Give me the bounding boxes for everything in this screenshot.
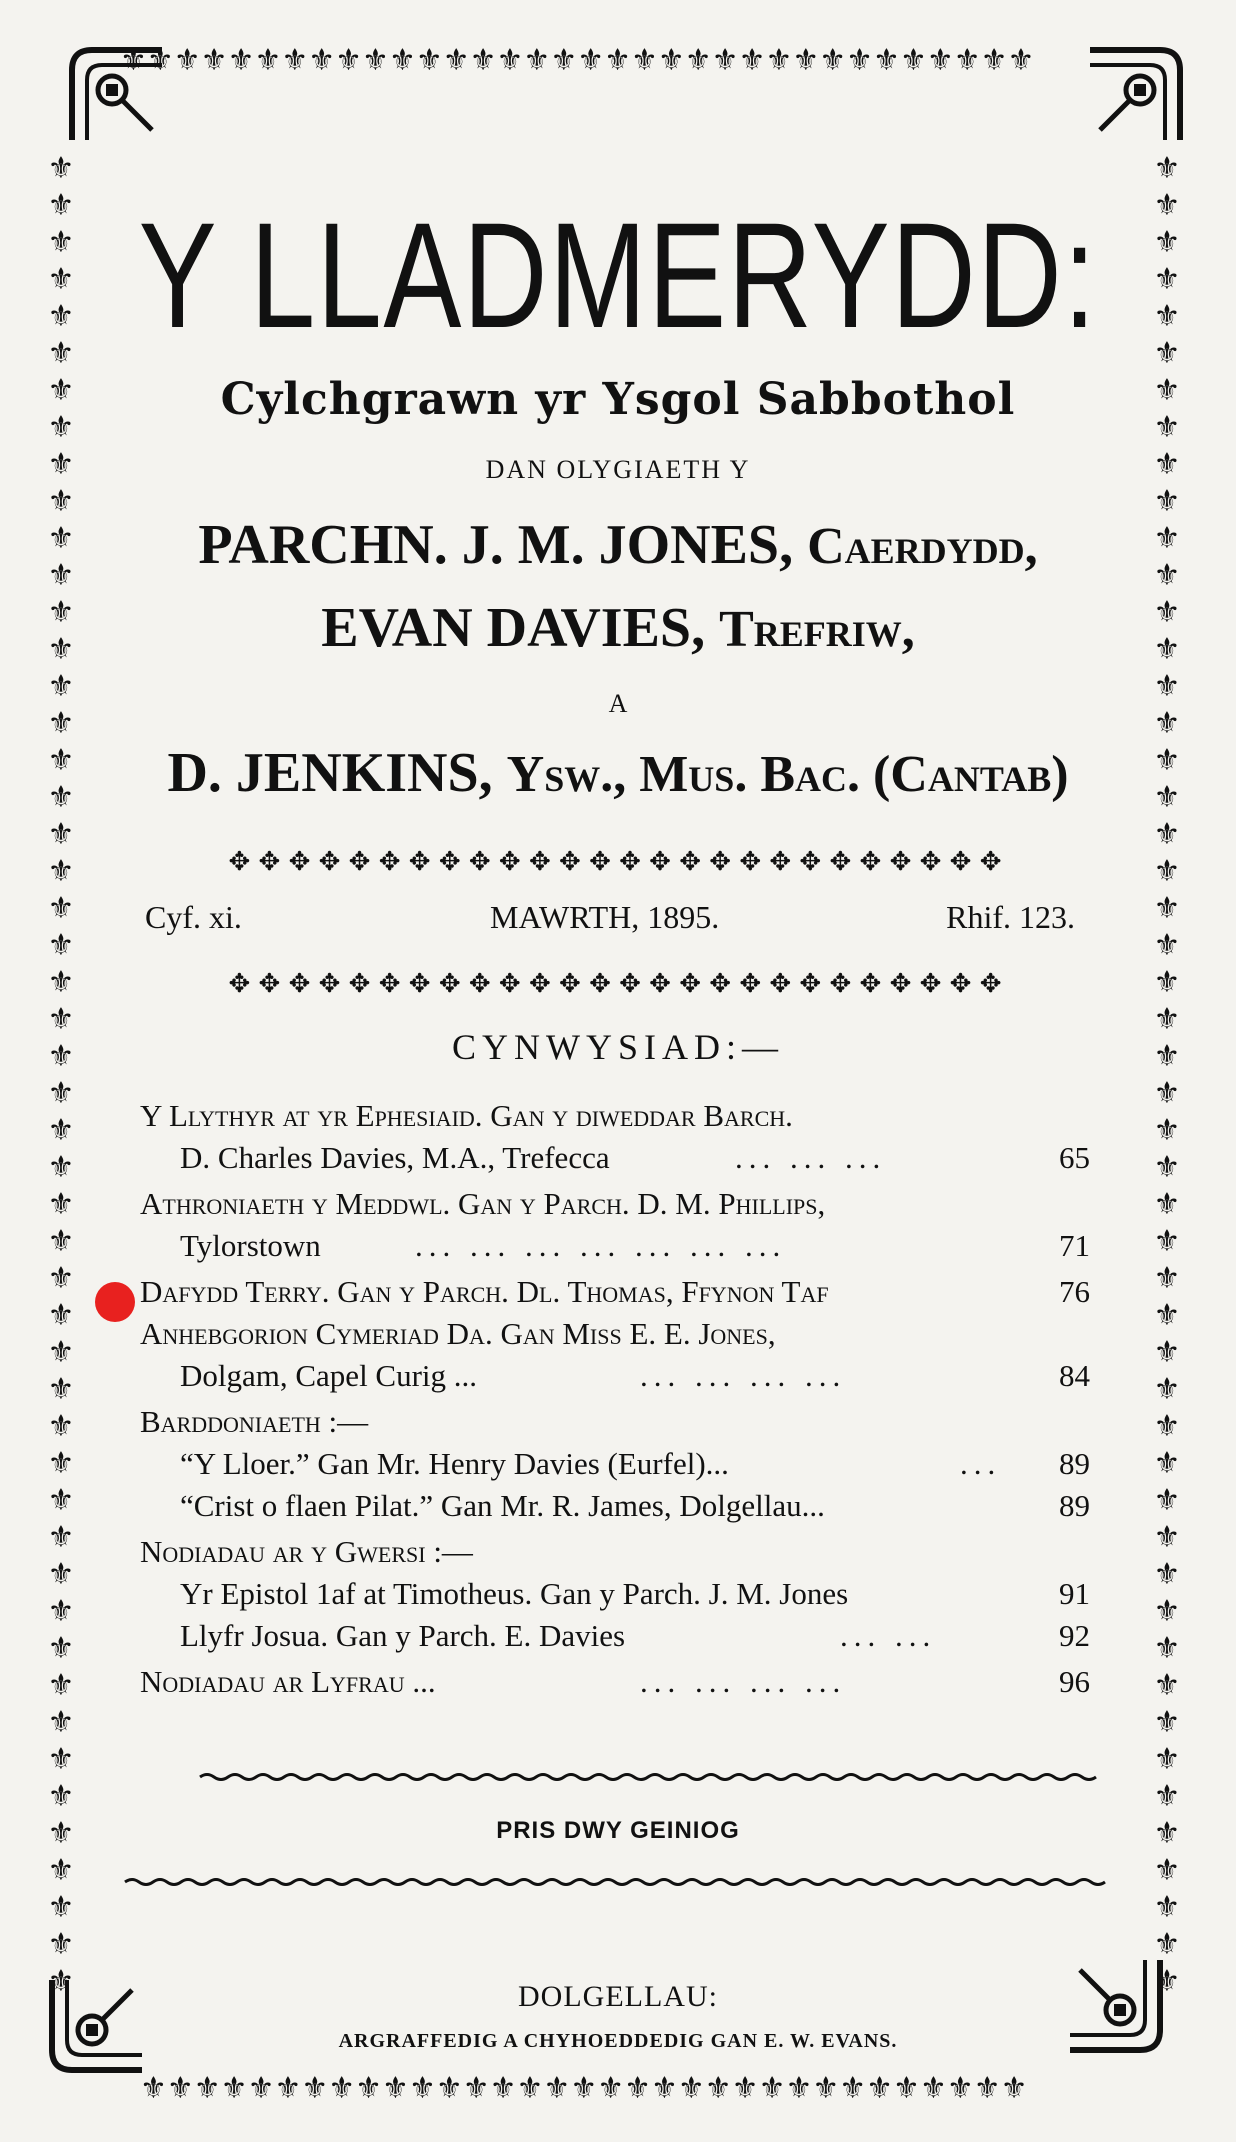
page-number: 71 [1059, 1228, 1090, 1263]
editor2-place: Trefriw, [719, 601, 915, 658]
toc-line: Llyfr Josua. Gan y Parch. E. Davies ... ... 92 [140, 1615, 1090, 1657]
magazine-subtitle: Cylchgrawn yr Ysgol Sabbothol [220, 374, 1016, 425]
page-number: 96 [1059, 1664, 1090, 1699]
red-dot-marker [95, 1282, 135, 1322]
editor3-name: D. JENKINS, [167, 742, 493, 804]
conjunction: A [608, 689, 628, 718]
page-number: 84 [1059, 1358, 1090, 1393]
publication-place: DOLGELLAU: [518, 1980, 718, 2013]
toc-line: Y Llythyr at yr Ephesiaid. Gan y diweddar Barch. [140, 1098, 793, 1133]
contents-heading: CYNWYSIAD:— [452, 1027, 784, 1067]
toc-line: D. Charles Davies, M.A., Trefecca ... ... ... 65 [140, 1137, 1090, 1179]
toc-line: Tylorstown ... ... ... ... ... ... ... 71 [140, 1225, 1090, 1267]
border-right-ornament: ⚜⚜⚜⚜⚜⚜⚜⚜⚜⚜⚜⚜⚜⚜⚜⚜⚜⚜⚜⚜⚜⚜⚜⚜⚜⚜⚜⚜⚜⚜⚜⚜⚜⚜⚜⚜⚜⚜⚜⚜⚜⚜⚜⚜⚜⚜⚜⚜⚜⚜ [1153, 151, 1181, 1999]
page-number: 92 [1059, 1618, 1090, 1653]
contents-list [140, 1095, 1090, 1703]
editor3-rest: Ysw., Mus. Bac. (Cantab) [506, 746, 1069, 803]
toc-line: Nodiadau ar y Gwersi :— [140, 1534, 473, 1569]
page-number: 65 [1059, 1140, 1090, 1175]
issue-info-row [140, 892, 1080, 942]
toc-line: Anhebgorion Cymeriad Da. Gan Miss E. E. Jones, [140, 1316, 776, 1351]
border-top-ornament: ⚜⚜⚜⚜⚜⚜⚜⚜⚜⚜⚜⚜⚜⚜⚜⚜⚜⚜⚜⚜⚜⚜⚜⚜⚜⚜⚜⚜⚜⚜⚜⚜⚜⚜ [120, 44, 1035, 78]
page-number: 89 [1059, 1488, 1090, 1523]
border-left-ornament: ⚜⚜⚜⚜⚜⚜⚜⚜⚜⚜⚜⚜⚜⚜⚜⚜⚜⚜⚜⚜⚜⚜⚜⚜⚜⚜⚜⚜⚜⚜⚜⚜⚜⚜⚜⚜⚜⚜⚜⚜⚜⚜⚜⚜⚜⚜⚜⚜⚜⚜ [47, 151, 75, 1999]
issue-date: MAWRTH, 1895. [490, 899, 720, 935]
toc-line: Dafydd Terry. Gan y Parch. Dl. Thomas, Ffynon Taf 76 [140, 1271, 1090, 1313]
toc-line: Nodiadau ar Lyfrau ... ... ... ... ... 96 [140, 1661, 1090, 1703]
page-number: 91 [1059, 1576, 1090, 1611]
editor-line-1 [0, 510, 1236, 582]
toc-line: “Y Lloer.” Gan Mr. Henry Davies (Eurfel)... ... 89 [140, 1443, 1090, 1485]
editor-line-2 [0, 593, 1236, 665]
corner-flourish-top-right [1080, 40, 1190, 150]
printer-line: ARGRAFFEDIG A CHYHOEDDEDIG GAN E. W. EVANS. [338, 2030, 898, 2052]
toc-line: Yr Epistol 1af at Timotheus. Gan y Parch. J. M. Jones 91 [140, 1573, 1090, 1615]
toc-line: Athroniaeth y Meddwl. Gan y Parch. D. M. Phillips, [140, 1186, 826, 1221]
magazine-title: Y LLADMERYDD: [138, 191, 1098, 359]
ornamental-divider-top: ✥ ✥ ✥ ✥ ✥ ✥ ✥ ✥ ✥ ✥ ✥ ✥ ✥ ✥ ✥ ✥ ✥ ✥ ✥ ✥ ✥ ✥ ✥ ✥ ✥ ✥ [228, 847, 1002, 877]
toc-line: Dolgam, Capel Curig ... ... ... ... ... 84 [140, 1355, 1090, 1397]
toc-line: “Crist o flaen Pilat.” Gan Mr. R. James, Dolgellau... 89 [140, 1485, 1090, 1527]
editor2-name: EVAN DAVIES, [321, 597, 706, 659]
editor1-place: Caerdydd, [807, 518, 1038, 575]
page-number: 89 [1059, 1446, 1090, 1481]
wavy-rule-top [0, 1765, 1236, 1789]
volume-number: Cyf. xi. [145, 899, 242, 935]
border-bottom-ornament: ⚜⚜⚜⚜⚜⚜⚜⚜⚜⚜⚜⚜⚜⚜⚜⚜⚜⚜⚜⚜⚜⚜⚜⚜⚜⚜⚜⚜⚜⚜⚜⚜⚜ [140, 2072, 1028, 2106]
editor-line-3 [0, 738, 1236, 810]
editor1-name: PARCHN. J. M. JONES, [198, 514, 794, 576]
page-number: 76 [1059, 1274, 1090, 1309]
issue-number: Rhif. 123. [946, 899, 1075, 935]
ornamental-divider-bottom: ✥ ✥ ✥ ✥ ✥ ✥ ✥ ✥ ✥ ✥ ✥ ✥ ✥ ✥ ✥ ✥ ✥ ✥ ✥ ✥ ✥ ✥ ✥ ✥ ✥ ✥ [228, 969, 1002, 999]
price-label: PRIS DWY GEINIOG [496, 1817, 740, 1844]
toc-line: Barddoniaeth :— [140, 1404, 369, 1439]
corner-flourish-top-left [62, 40, 172, 150]
wavy-rule-bottom [0, 1870, 1236, 1894]
edited-by-label: DAN OLYGIAETH Y [485, 455, 751, 484]
